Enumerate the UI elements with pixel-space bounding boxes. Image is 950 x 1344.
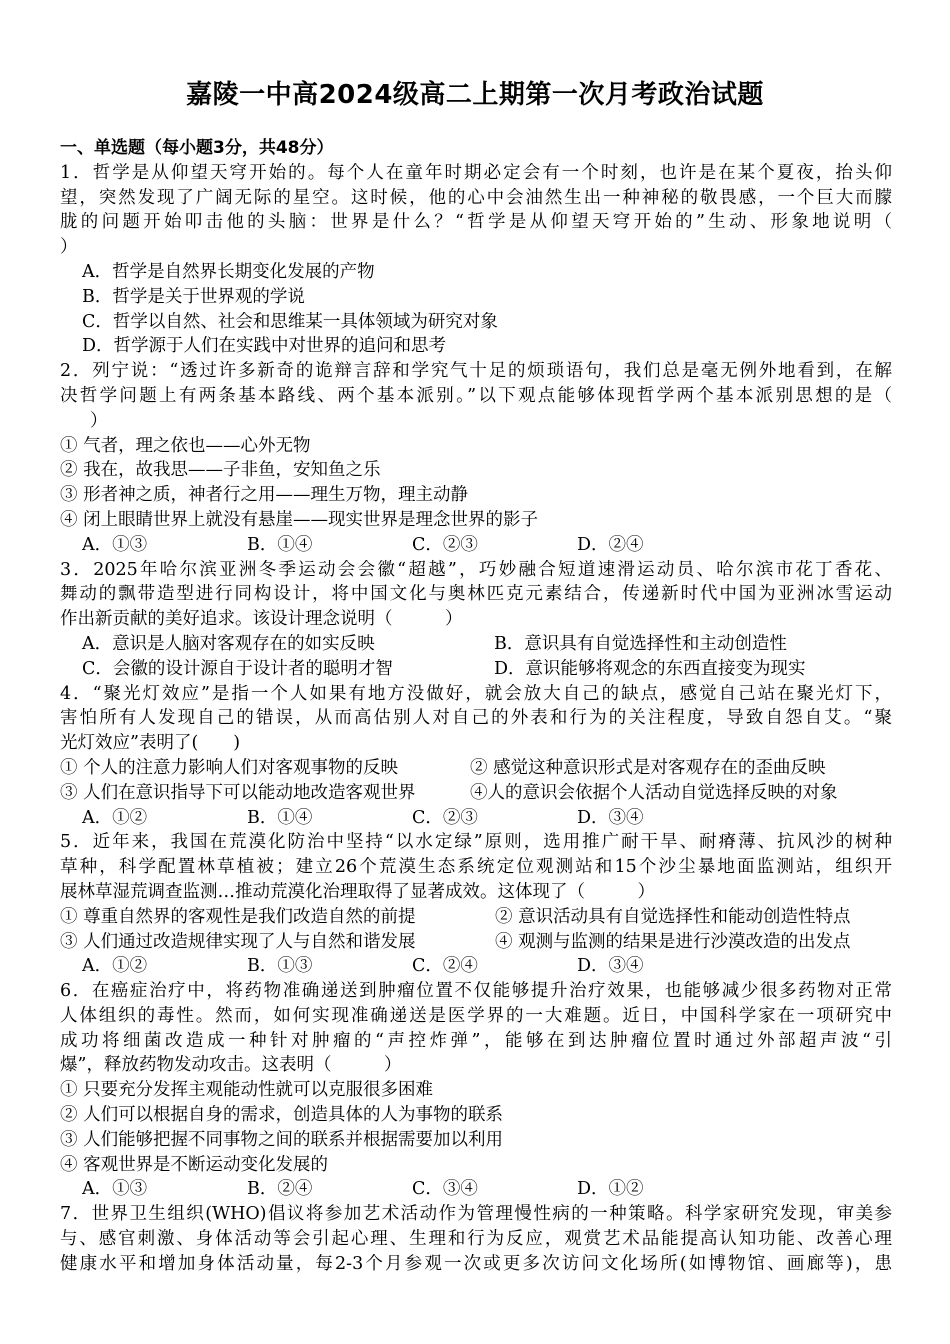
question-2-line-2: 决哲学问题上有两条基本路线、两个基本派别。”以下观点能够体现哲学两个基本派别思想的是（ (60, 385, 892, 406)
question-6-statement-1: ① 只要充分发挥主观能动性就可以克服很多困难 (60, 1080, 434, 1101)
question-6-line-2: 人体组织的毒性。然而，如何实现准确递送是医学界的一大难题。近日，中国科学家在一项研究中 (60, 1005, 892, 1026)
question-4-option-c: C．②③ (412, 807, 478, 828)
question-6-option-d: D．①② (577, 1179, 644, 1200)
page-title: 嘉陵一中高2024级高二上期第一次月考政治试题 (186, 80, 764, 110)
question-5-option-b: B．①③ (247, 956, 313, 977)
question-2 (60, 359, 892, 557)
question-1-option-a: A．哲学是自然界长期变化发展的产物 (82, 261, 375, 282)
question-5-statement-1: ① 尊重自然界的客观性是我们改造自然的前提 (60, 906, 416, 927)
question-3-option-b: B．意识具有自觉选择性和主动创造性 (494, 633, 787, 654)
question-6-line-1: 6．在癌症治疗中，将药物准确递送到肿瘤位置不仅能够提升治疗效果，也能够减少很多药物对正常 (60, 981, 892, 1002)
question-4-statement-4: ④人的意识会依据个人活动自觉选择反映的对象 (470, 782, 838, 803)
exam-content (60, 136, 892, 1277)
question-4-option-b: B．①④ (247, 807, 313, 828)
question-2-statement-2: ② 我在，故我思——子非鱼，安知鱼之乐 (60, 460, 381, 481)
question-5-option-d: D．③④ (577, 956, 644, 977)
question-5-statement-4: ④ 观测与监测的结果是进行沙漠改造的出发点 (495, 931, 851, 952)
question-7 (60, 1202, 892, 1276)
question-3-option-a: A．意识是人脑对客观存在的如实反映 (82, 633, 375, 654)
question-4-statement-3: ③ 人们在意识指导下可以能动地改造客观世界 (60, 782, 416, 803)
question-6-option-a: A．①③ (82, 1179, 148, 1200)
question-5-options (60, 954, 892, 979)
question-2-statement-1: ① 气者，理之依也——心外无物 (60, 435, 311, 456)
question-1-option-b: B．哲学是关于世界观的学说 (82, 286, 305, 307)
question-1-option-d: D．哲学源于人们在实践中对世界的追问和思考 (82, 336, 447, 357)
question-3-options-row-2 (60, 657, 892, 682)
question-5-statement-2: ② 意识活动具有自觉选择性和能动创造性特点 (495, 906, 851, 927)
question-6-statement-4: ④ 客观世界是不断运动变化发展的 (60, 1154, 329, 1175)
question-1-line-1: 1．哲学是从仰望天穹开始的。每个人在童年时期必定会有一个时刻，也许是在某个夏夜，抬头仰 (60, 162, 892, 183)
question-6-line-3: 成功将细菌改造成一种针对肿瘤的“声控炸弹”，能够在到达肿瘤位置时通过外部超声波“引 (60, 1030, 892, 1051)
question-4-option-a: A．①② (82, 807, 148, 828)
question-3-option-d: D．意识能够将观念的东西直接变为现实 (494, 658, 806, 679)
question-1 (60, 161, 892, 359)
question-3-line-3: 作出新贡献的美好追求。该设计理念说明（ ） (60, 609, 463, 630)
question-6 (60, 979, 892, 1202)
question-4-option-d: D．③④ (577, 807, 644, 828)
question-4 (60, 682, 892, 831)
question-2-line-3: ） (90, 410, 108, 431)
question-3-line-1: 3．2025年哈尔滨亚洲冬季运动会会徽“超越”，巧妙融合短道速滑运动员、哈尔滨市花丁香花、 (60, 559, 892, 580)
question-4-options (60, 806, 892, 831)
question-4-statement-2: ② 感觉这种意识形式是对客观存在的歪曲反映 (470, 757, 826, 778)
question-6-option-c: C．③④ (412, 1179, 478, 1200)
question-1-line-2: 望，突然发现了广阔无际的星空。这时候，他的心中会油然生出一种神秘的敬畏感，一个巨大而朦 (60, 187, 892, 208)
question-5-statements-row-1 (60, 905, 892, 930)
question-7-line-2: 与、感官刺激、身体活动等会引起心理、生理和行为反应，观赏艺术品能提高认知功能、改善心理 (60, 1229, 892, 1250)
question-3-option-c: C．会徽的设计源自于设计者的聪明才智 (82, 658, 393, 679)
question-5-statement-3: ③ 人们通过改造规律实现了人与自然和谐发展 (60, 931, 416, 952)
question-5 (60, 830, 892, 979)
question-4-statements-row-2 (60, 781, 892, 806)
question-4-line-3: 光灯效应”表明了( ) (60, 733, 241, 754)
question-5-statements-row-2 (60, 930, 892, 955)
section-header: 一、单选题（每小题3分，共48分） (60, 138, 334, 158)
question-2-option-a: A．①③ (82, 534, 148, 555)
question-5-option-a: A．①② (82, 956, 148, 977)
question-3 (60, 558, 892, 682)
question-2-statement-4: ④ 闭上眼睛世界上就没有悬崖——现实世界是理念世界的影子 (60, 509, 539, 530)
question-4-line-1: 4．“聚光灯效应”是指一个人如果有地方没做好，就会放大自己的缺点，感觉自己站在聚光灯下， (60, 683, 892, 704)
question-5-line-3: 展林草湿荒调查监测…推动荒漠化治理取得了显著成效。这体现了（ ） (60, 881, 655, 902)
question-2-option-b: B．①④ (247, 534, 313, 555)
question-2-option-d: D．②④ (577, 534, 644, 555)
question-5-option-c: C．②④ (412, 956, 478, 977)
question-1-line-4: ） (60, 237, 78, 258)
question-5-line-2: 草种，科学配置林草植被；建立26个荒漠生态系统定位观测站和15个沙尘暴地面监测站，组织开 (60, 857, 892, 878)
question-6-statement-3: ③ 人们能够把握不同事物之间的联系并根据需要加以利用 (60, 1129, 504, 1150)
question-2-options (60, 533, 892, 558)
question-3-line-2: 舞动的飘带造型进行同构设计，将中国文化与奥林匹克元素结合，传递新时代中国为亚洲冰雪运动 (60, 584, 892, 605)
question-4-statements-row-1 (60, 756, 892, 781)
question-4-statement-1: ① 个人的注意力影响人们对客观事物的反映 (60, 757, 399, 778)
question-1-option-c: C．哲学以自然、社会和思维某一具体领域为研究对象 (82, 311, 498, 332)
question-4-line-2: 害怕所有人发现自己的错误，从而高估别人对自己的外表和行为的关注程度，导致自怨自艾。“聚 (60, 708, 892, 729)
question-2-statement-3: ③ 形者神之质，神者行之用——理生万物，理主动静 (60, 485, 469, 506)
question-6-option-b: B．②④ (247, 1179, 313, 1200)
question-2-option-c: C．②③ (412, 534, 478, 555)
question-7-line-3: 健康水平和增加身体活动量，每2-3个月参观一次或更多次访问文化场所(如博物馆、画廊等)，患 (60, 1253, 892, 1274)
question-6-options (60, 1177, 892, 1202)
question-6-line-4: 爆”，释放药物发动攻击。这表明（ ） (60, 1055, 402, 1076)
question-6-statement-2: ② 人们可以根据自身的需求，创造具体的人为事物的联系 (60, 1105, 504, 1126)
question-3-options-row-1 (60, 632, 892, 657)
question-1-line-3: 胧的问题开始叩击他的头脑：世界是什么？“哲学是从仰望天穹开始的”生动、形象地说明（ (60, 212, 892, 233)
question-7-line-1: 7．世界卫生组织(WHO)倡议将参加艺术活动作为管理慢性病的一种策略。科学家研究发现，审美参 (60, 1204, 892, 1225)
question-2-line-1: 2．列宁说：“透过许多新奇的诡辩言辞和学究气十足的烦琐语句，我们总是毫无例外地看到，在解 (60, 361, 892, 382)
question-5-line-1: 5．近年来，我国在荒漠化防治中坚持“以水定绿”原则，选用推广耐干旱、耐瘠薄、抗风沙的树种 (60, 832, 892, 853)
